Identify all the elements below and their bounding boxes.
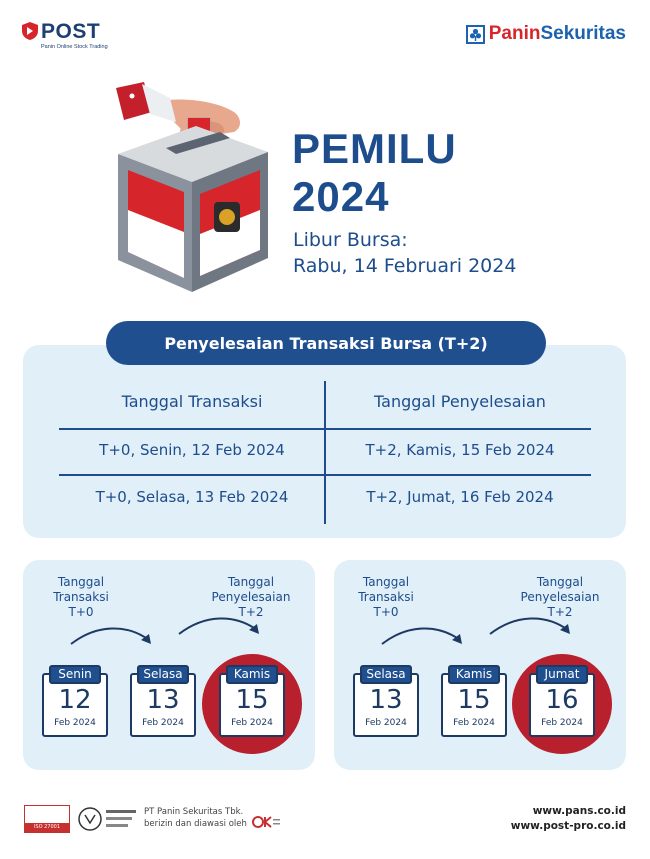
calendar-date: 15	[457, 685, 491, 715]
arrow-right-icon	[67, 620, 157, 648]
arrow-right-icon	[378, 620, 468, 648]
calendar-date: 13	[146, 685, 180, 715]
arrow-right-icon	[175, 610, 265, 638]
post-shield-icon	[22, 22, 38, 40]
bsi-certification-icon	[78, 805, 140, 833]
calendar-date: 16	[545, 685, 579, 715]
company-supervision: berizin dan diawasi oleh	[144, 819, 247, 829]
table-header-settlement-date: Tanggal Penyelesaian	[374, 392, 546, 411]
calendar-day	[353, 667, 419, 737]
table-column-divider	[324, 381, 326, 524]
calendar-date: 15	[235, 685, 269, 715]
calendar-month: Feb 2024	[365, 718, 407, 728]
calendar-weekday: Jumat	[536, 665, 588, 684]
table-cell: T+0, Senin, 12 Feb 2024	[99, 441, 285, 459]
iso-badge-label: ISO 27001 CERTIFIED	[25, 823, 69, 832]
sekuritas-logo-word: Sekuritas	[540, 23, 626, 44]
post-logo-subtitle: Panin Online Stock Trading	[41, 44, 108, 50]
calendar-day	[441, 667, 507, 737]
hero-subtitle-date: Rabu, 14 Februari 2024	[293, 255, 517, 277]
timeline-panel-2	[334, 560, 626, 770]
table-header-transaction-date: Tanggal Transaksi	[121, 392, 263, 411]
calendar-weekday: Senin	[49, 665, 101, 684]
website-link-post-pro[interactable]: www.post-pro.co.id	[510, 820, 626, 832]
calendar-day	[130, 667, 196, 737]
timeline-label-settlement: Tanggal Penyelesaian T+2	[520, 575, 600, 619]
calendar-day	[42, 667, 108, 737]
calendar-weekday: Kamis	[226, 665, 278, 684]
table-cell: T+2, Kamis, 15 Feb 2024	[365, 441, 555, 459]
arrow-right-icon	[486, 610, 576, 638]
timeline-label-transaction: Tanggal Transaksi T+0	[358, 575, 414, 619]
table-cell: T+0, Selasa, 13 Feb 2024	[95, 488, 289, 506]
timeline-label-transaction: Tanggal Transaksi T+0	[53, 575, 109, 619]
calendar-weekday: Selasa	[360, 665, 412, 684]
company-name: PT Panin Sekuritas Tbk.	[144, 807, 244, 817]
panin-sekuritas-logo	[466, 24, 626, 44]
iso-certified-badge	[24, 805, 70, 839]
calendar-month: Feb 2024	[541, 718, 583, 728]
hero-subtitle-holiday: Libur Bursa:	[293, 229, 408, 251]
hero-year: 2024	[292, 173, 390, 220]
post-logo	[22, 20, 108, 50]
calendar-weekday: Selasa	[137, 665, 189, 684]
hero-title: PEMILU	[292, 125, 457, 172]
timeline-panel-1	[23, 560, 315, 770]
calendar-month: Feb 2024	[54, 718, 96, 728]
certification-badges	[24, 805, 140, 839]
calendar-month: Feb 2024	[142, 718, 184, 728]
settlement-table-title: Penyelesaian Transaksi Bursa (T+2)	[106, 321, 546, 365]
table-cell: T+2, Jumat, 16 Feb 2024	[366, 488, 554, 506]
website-link-pans[interactable]: www.pans.co.id	[532, 805, 626, 817]
calendar-month: Feb 2024	[231, 718, 273, 728]
calendar-day	[219, 667, 285, 737]
calendar-month: Feb 2024	[453, 718, 495, 728]
panin-logo-word: Panin	[488, 23, 541, 44]
timeline-label-settlement: Tanggal Penyelesaian T+2	[211, 575, 291, 619]
calendar-day	[529, 667, 595, 737]
calendar-weekday: Kamis	[448, 665, 500, 684]
calendar-date: 13	[369, 685, 403, 715]
ojk-logo-icon	[252, 815, 280, 829]
company-info	[144, 806, 247, 830]
calendar-date: 12	[58, 685, 92, 715]
ballot-box-illustration	[100, 82, 280, 302]
panin-emblem-icon	[466, 25, 485, 44]
post-logo-text: POST	[41, 20, 101, 43]
